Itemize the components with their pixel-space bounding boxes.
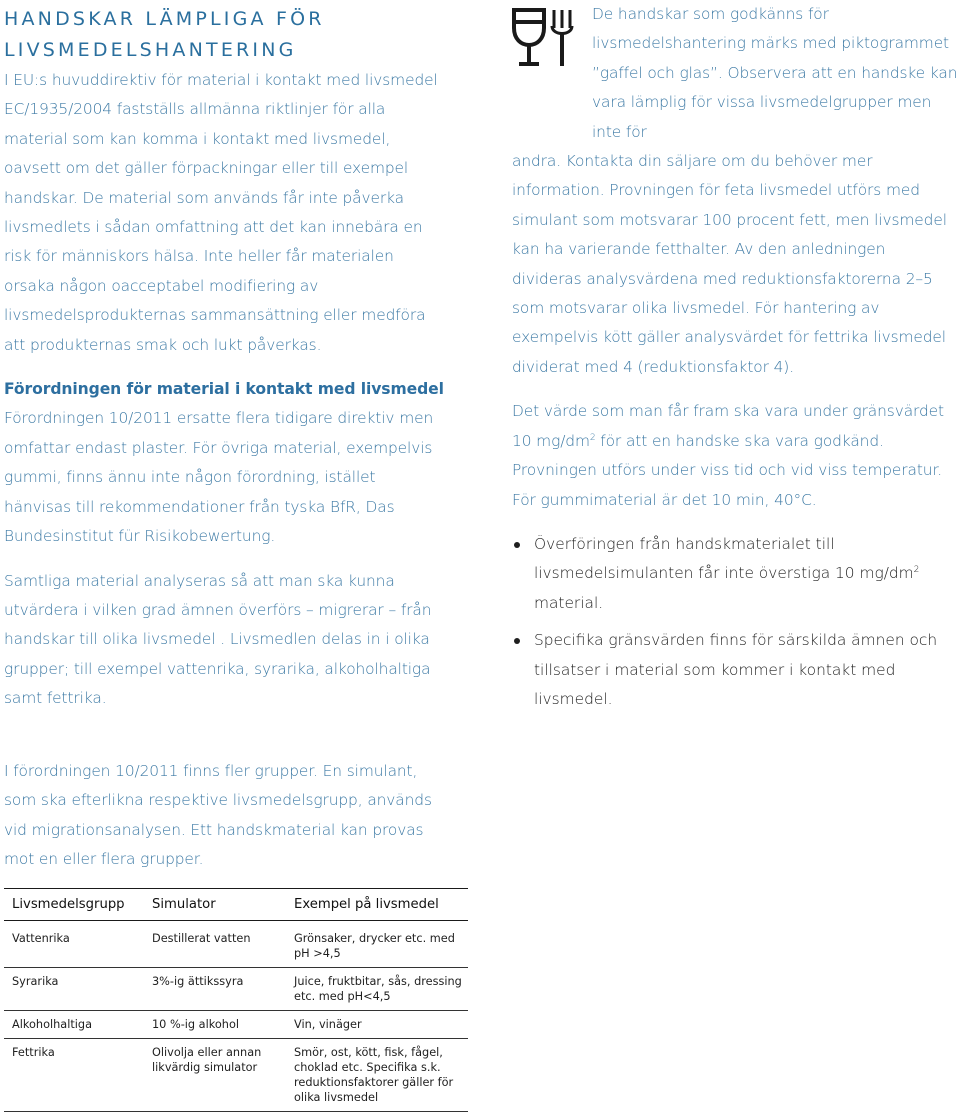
- table-row: [4, 1011, 468, 1039]
- column-header: Exempel på livsmedel: [286, 889, 468, 921]
- title-line-1: HANDSKAR LÄMPLIGA FÖR: [4, 8, 325, 30]
- right-column: [512, 0, 958, 722]
- table-cell: Syrarika: [4, 968, 144, 1011]
- table-cell: Vattenrika: [4, 921, 144, 968]
- table-cell: Fettrika: [4, 1039, 144, 1112]
- bullet-icon: [514, 638, 520, 644]
- section-heading: Förordningen för material i kontakt med livsmedel: [4, 380, 444, 399]
- fat-test-paragraph: andra. Kontakta din säljare om du behöver mer information. Provningen för feta livsmedel utförs med simulant som motsvarar 100 procent fett, men livsmedel kan ha varierande fetthalter. Av den anledningen divideras analysvärdena med reduktionsfaktorerna 2–5 som motsvarar olika livsmedel. För hantering av exempelvis kött gäller analysvärdet för fettrika livsmedel dividerat med 4 (reduktionsfaktor 4).: [512, 152, 947, 376]
- table-cell: Juice, fruktbitar, sås, dressing etc. med pH<4,5: [286, 968, 468, 1011]
- list-item: [512, 626, 958, 714]
- fork-and-glass-icon: [512, 6, 578, 68]
- limit-text-b: för att en handske ska vara godkänd. Provningen utförs under viss tid och vid viss temperatur. För gummimaterial är det 10 min, 40°C.: [512, 431, 943, 509]
- table-cell: 3%-ig ättikssyra: [144, 968, 286, 1011]
- column-header: Livsmedelsgrupp: [4, 889, 144, 921]
- bullet-text: Specifika gränsvärden finns för särskilda ämnen och tillsatser i material som kommer i kontakt med livsmedel.: [534, 631, 938, 708]
- table-cell: Grönsaker, drycker etc. med pH >4,5: [286, 921, 468, 968]
- bullet-text: Överföringen från handskmaterialet till livsmedelsimulanten får inte överstiga 10 $mg/dm^2$ material.: [534, 534, 920, 612]
- left-column: [4, 4, 446, 714]
- intro-paragraph: I EU:s huvuddirektiv för material i kontakt med livsmedel EC/1935/2004 fastställs allmänna riktlinjer för alla material som kan komma i kontakt med livsmedel, oavsett om det gäller förpackningar eller till exempel handskar. De material som används får inte påverka livsmedlets i sådan omfattning att det kan innebära en risk för människors hälsa. Inte heller får materialen orsaka någon oacceptabel modifiering av livsmedelsprodukternas sammansättning eller medföra att produkternas smak och lukt påverkas.: [4, 71, 438, 354]
- table-row: [4, 1039, 468, 1112]
- table-row: [4, 921, 468, 968]
- table-cell: 10 %-ig alkohol: [144, 1011, 286, 1039]
- table-row: [4, 968, 468, 1011]
- pictogram-paragraph: De handskar som godkänns för livsmedelshantering märks med piktogrammet ”gaffel och glas”. Observera att en handske kan vara lämplig för vissa livsmedelgrupper men inte för: [592, 5, 958, 141]
- limit-text-a: Det värde som man får fram ska vara under gränsvärdet 10 mg/dm: [512, 402, 944, 450]
- groups-paragraph: I förordningen 10/2011 finns fler grupper. En simulant, som ska efterlikna respektive livsmedelsgrupp, används vid migrationsanalysen. Ett handskmaterial kan provas mot en eller flera grupper.: [4, 762, 432, 869]
- table-header-row: [4, 889, 468, 921]
- bullet-icon: [514, 542, 520, 548]
- limit-paragraph: [512, 397, 958, 515]
- list-item: [512, 530, 958, 618]
- requirements-list: [512, 530, 958, 714]
- title-line-2: LIVSMEDELSHANTERING: [4, 39, 297, 61]
- table-cell: Alkoholhaltiga: [4, 1011, 144, 1039]
- groups-paragraph-wrap: [4, 757, 454, 875]
- table-cell: Destillerat vatten: [144, 921, 286, 968]
- food-group-table: [4, 888, 468, 1112]
- analysis-paragraph: Samtliga material analyseras så att man ska kunna utvärdera i vilken grad ämnen överförs – migrerar – från handskar till olika livsmedel . Livsmedlen delas in i olika grupper; till exempel vattenrika, syrarika, alkoholhaltiga samt fettrika.: [4, 571, 432, 708]
- column-header: Simulator: [144, 889, 286, 921]
- table-cell: Olivolja eller annan likvärdig simulator: [144, 1039, 286, 1112]
- regulation-paragraph: Förordningen 10/2011 ersatte flera tidigare direktiv men omfattar endast plaster. För övriga material, exempelvis gummi, finns ännu inte någon förordning, istället hänvisas till rekommendationer från tyska BfR, Das Bundesinstitut für Risikobewertung.: [4, 409, 434, 546]
- table-cell: Smör, ost, kött, fisk, fågel, choklad etc. Specifika s.k. reduktionsfaktorer gäller för olika livsmedel: [286, 1039, 468, 1112]
- limit-superscript: 2: [589, 432, 596, 443]
- page-title: [4, 4, 446, 66]
- food-group-table-wrap: [4, 888, 468, 1112]
- table-cell: Vin, vinäger: [286, 1011, 468, 1039]
